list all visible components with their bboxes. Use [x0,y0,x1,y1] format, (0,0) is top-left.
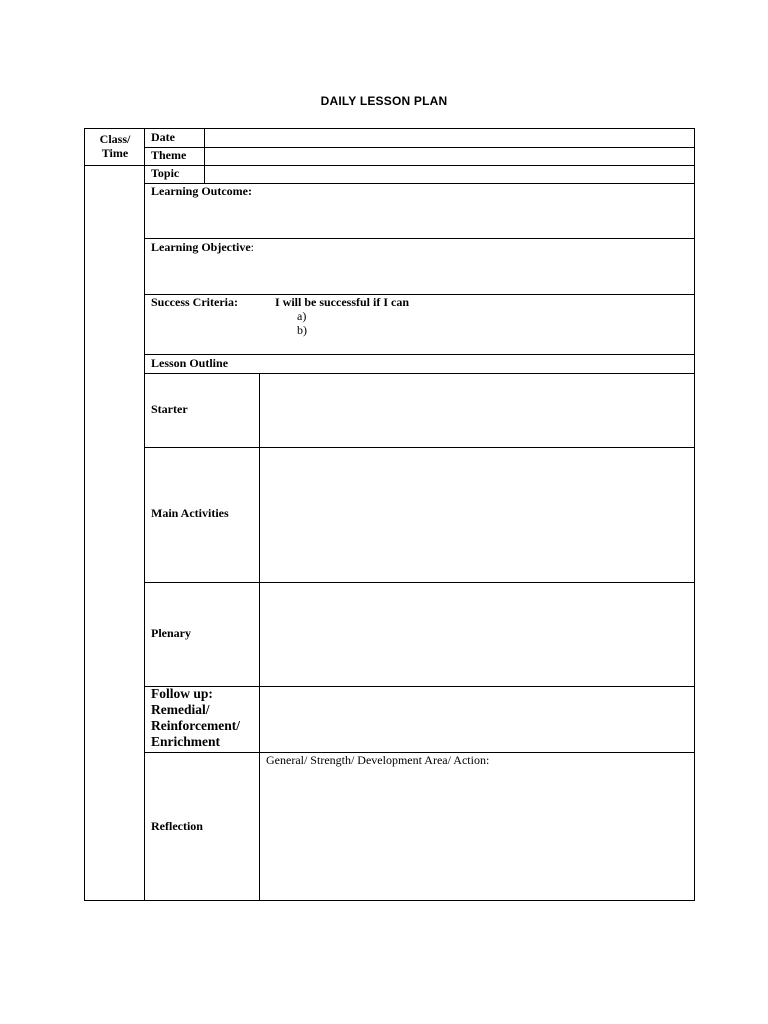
main-activities-label: Main Activities [151,506,229,520]
success-criteria-label: Success Criteria: [151,295,238,309]
success-criteria-bottom-line [145,354,694,355]
theme-label: Theme [151,148,187,162]
page-title: DAILY LESSON PLAN [320,94,448,108]
learning-objective-text: Learning Objective [151,240,251,254]
follow-up-line-3: Reinforcement/ [151,718,240,733]
starter-label: Starter [151,402,188,416]
success-criteria-statement: I will be successful if I can [275,295,410,309]
follow-up-line-1: Follow up: [151,686,213,701]
class-time-label [85,132,145,160]
lesson-plan-table [84,128,695,901]
learning-objective-colon: : [250,240,254,254]
plenary-label: Plenary [151,626,191,640]
lesson-outline-bottom-line [145,373,694,374]
time-label: Time [101,146,129,160]
class-time-bottom-line [85,165,145,166]
theme-row-bottom-line [145,165,694,166]
learning-outcome-bottom-line [145,238,694,239]
reflection-prompt: General/ Strength/ Development Area/ Action: [266,753,490,767]
reflection-label: Reflection [151,819,203,833]
learning-outcome-label: Learning Outcome: [151,184,252,198]
main-activities-bottom-line [145,582,694,583]
follow-up-label [151,686,240,750]
success-criteria-item-a: a) [297,309,307,323]
topic-label: Topic [151,166,180,180]
date-row-bottom-line [145,147,694,148]
follow-up-line-4: Enrichment [151,734,220,749]
follow-up-line-2: Remedial/ [151,702,210,717]
success-criteria-item-b: b) [297,323,307,337]
starter-bottom-line [145,447,694,448]
lesson-outline-label: Lesson Outline [151,356,229,370]
section-label-divider [259,373,260,900]
class-column-divider [144,129,145,900]
header-label-divider [204,129,205,183]
learning-objective-label [151,240,254,254]
date-label: Date [151,130,175,144]
class-label: Class/ [99,132,131,146]
